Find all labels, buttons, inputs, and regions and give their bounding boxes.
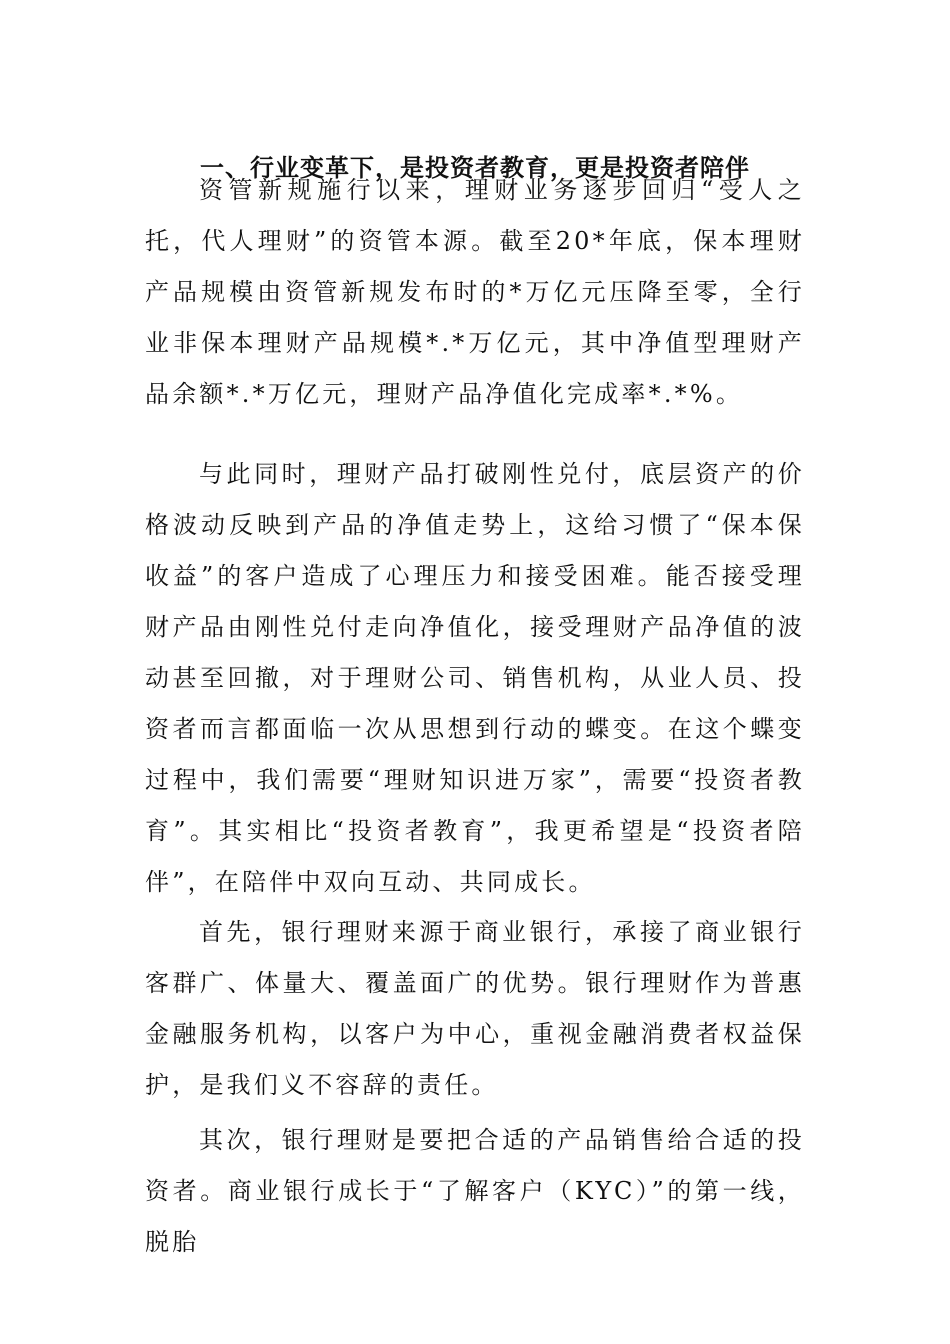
paragraph: 首先，银行理财来源于商业银行，承接了商业银行客群广、体量大、覆盖面广的优势。银行理财作为普惠金融服务机构，以客户为中心，重视金融消费者权益保护，是我们义不容辞的责任。 bbox=[145, 918, 805, 1099]
paragraph: 与此同时，理财产品打破刚性兑付，底层资产的价格波动反映到产品的净值走势上，这给习惯了“保本保收益”的客户造成了心理压力和接受困难。能否接受理财产品由刚性兑付走向净值化，接受理财产品净值的波动甚至回撤，对于理财公司、销售机构，从业人员、投资者而言都面临一次从思想到行动的蝶变。在这个蝶变过程中，我们需要“理财知识进万家”，需要“投资者教育”。其实相比“投资者教育”，我更希望是“投资者陪伴”，在陪伴中双向互动、共同成长。 bbox=[145, 460, 805, 896]
paragraph: 资管新规施行以来，理财业务逐步回归“受人之托，代人理财”的资管本源。截至20*年底，保本理财产品规模由资管新规发布时的*万亿元压降至零，全行业非保本理财产品规模*.*万亿元，其中净值型理财产品余额*.*万亿元，理财产品净值化完成率*.*%。 bbox=[145, 176, 805, 408]
paragraph: 其次，银行理财是要把合适的产品销售给合适的投资者。商业银行成长于“了解客户（KYC）”的第一线，脱胎 bbox=[145, 1126, 805, 1256]
section-heading: 一、行业变革下，是投资者教育，更是投资者陪伴 bbox=[200, 154, 750, 183]
